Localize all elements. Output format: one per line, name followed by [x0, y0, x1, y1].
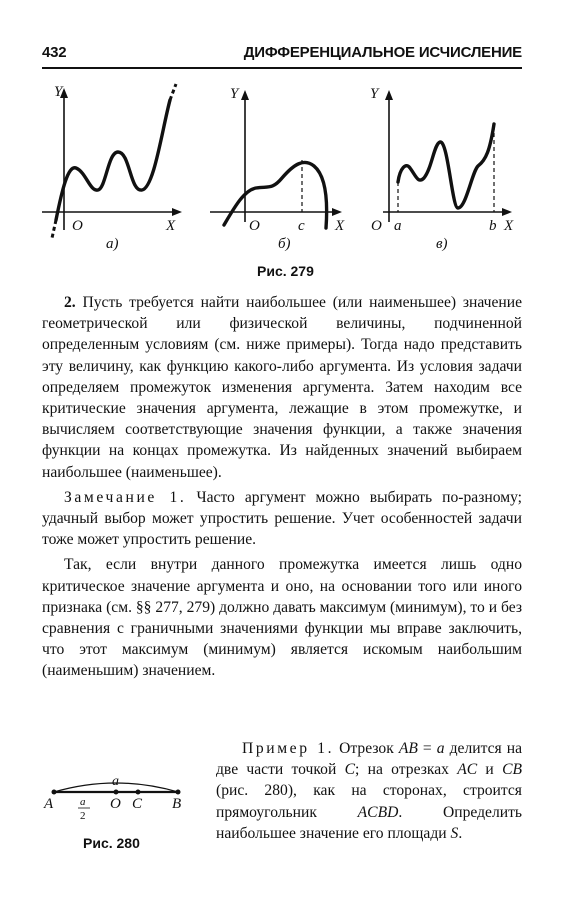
panel-b-x-arrow: [332, 208, 342, 216]
panel-a-origin-label: O: [72, 218, 83, 234]
paragraph-number: 2.: [64, 294, 76, 311]
panel-b-curve: [224, 162, 327, 228]
panel-c-curve: [398, 124, 494, 208]
point-o: [114, 790, 119, 795]
label-half-den: 2: [80, 810, 86, 822]
label-O: O: [110, 796, 121, 812]
page-header: [42, 44, 522, 64]
paragraph-2: [42, 292, 522, 483]
paragraph-so: Так, если внутри данного промежутка имеется лишь одно критическое значение аргумента и оно, на основании того или иного признака (см. §§ 277, 279) должно давать максимум (минимум), то и без сравнения с граничными значениями функции мы вправе заключить, что этот максимум (минимум) является искомым наибольшим (наименьшим) значением.: [42, 556, 522, 680]
panel-a-y-label: Y: [54, 84, 63, 100]
panel-a-dash-top: [170, 84, 176, 100]
panel-a-x-label: X: [166, 218, 176, 234]
panel-c-origin-label: O: [371, 218, 382, 234]
label-A: A: [44, 796, 54, 812]
panel-a-label: а): [106, 236, 119, 252]
remark-text: Часто аргумент можно выбирать по-разному; удачный выбор может упростить решение. Учет особенностей задачи тоже может упростить решение.: [42, 488, 522, 549]
panel-c-y-label: Y: [370, 86, 379, 102]
figure-280: [40, 770, 200, 830]
panel-c-x-label: X: [504, 218, 514, 234]
point-c: [136, 790, 141, 795]
page-number: 432: [42, 44, 67, 61]
figure-279-graphs: [38, 80, 528, 255]
label-C: C: [132, 796, 143, 812]
panel-a-dash-bottom: [52, 220, 56, 238]
main-text: [42, 292, 522, 682]
panel-a-x-arrow: [172, 208, 182, 216]
figure-279: [38, 80, 528, 255]
remark-label: Замечание 1.: [64, 488, 187, 506]
panel-c-x-arrow: [502, 208, 512, 216]
label-B: B: [172, 796, 182, 812]
panel-c-b-label: b: [489, 218, 497, 234]
panel-a-curve: [56, 100, 170, 220]
panel-c-label: в): [436, 236, 448, 252]
point-a: [52, 790, 57, 795]
figure-280-caption: Рис. 280: [83, 835, 140, 851]
paragraph-2-text: Пусть требуется найти наибольшее (или наименьшее) значение геометрической или физической величины, подчиненной определенным условиям (см. ниже примеры). Тогда надо представить эту величину, как функцию какого-либо аргумента. Из условия задачи определяем промежуток изменения аргумента. Затем находим все критические значения аргумента, лежащие в этом промежутке, и вычисляем соответствующие значения функции, а также значения функции на концах промежутка. Из найденных значений выбираем наибольшее (наименьшее).: [42, 294, 522, 481]
panel-b-label: б): [278, 236, 291, 252]
panel-b-y-arrow: [241, 90, 249, 100]
figure-280-diagram: [40, 770, 200, 830]
panel-b-y-label: Y: [230, 86, 239, 102]
header-rule: [42, 67, 522, 69]
label-half-num: a: [80, 796, 86, 808]
panel-c-y-arrow: [385, 90, 393, 100]
panel-b-origin-label: O: [249, 218, 260, 234]
panel-b-x-label: X: [335, 218, 345, 234]
point-b: [176, 790, 181, 795]
remark-paragraph: [42, 487, 522, 551]
panel-b-c-label: c: [298, 218, 305, 234]
section-title: ДИФФЕРЕНЦИАЛЬНОЕ ИСЧИСЛЕНИЕ: [243, 44, 522, 61]
example-1: Пример 1. Отрезок AB = a делится на две части точкой C; на отрезках AC и CB (рис. 280), как на сторонах, строится прямоугольник ACBD. Определить наибольшее значение его площади S.: [216, 740, 523, 842]
label-a-top: a: [112, 774, 119, 789]
figure-279-caption: Рис. 279: [257, 263, 314, 279]
panel-c-a-label: a: [394, 218, 402, 234]
example-label: Пример 1.: [242, 740, 335, 757]
